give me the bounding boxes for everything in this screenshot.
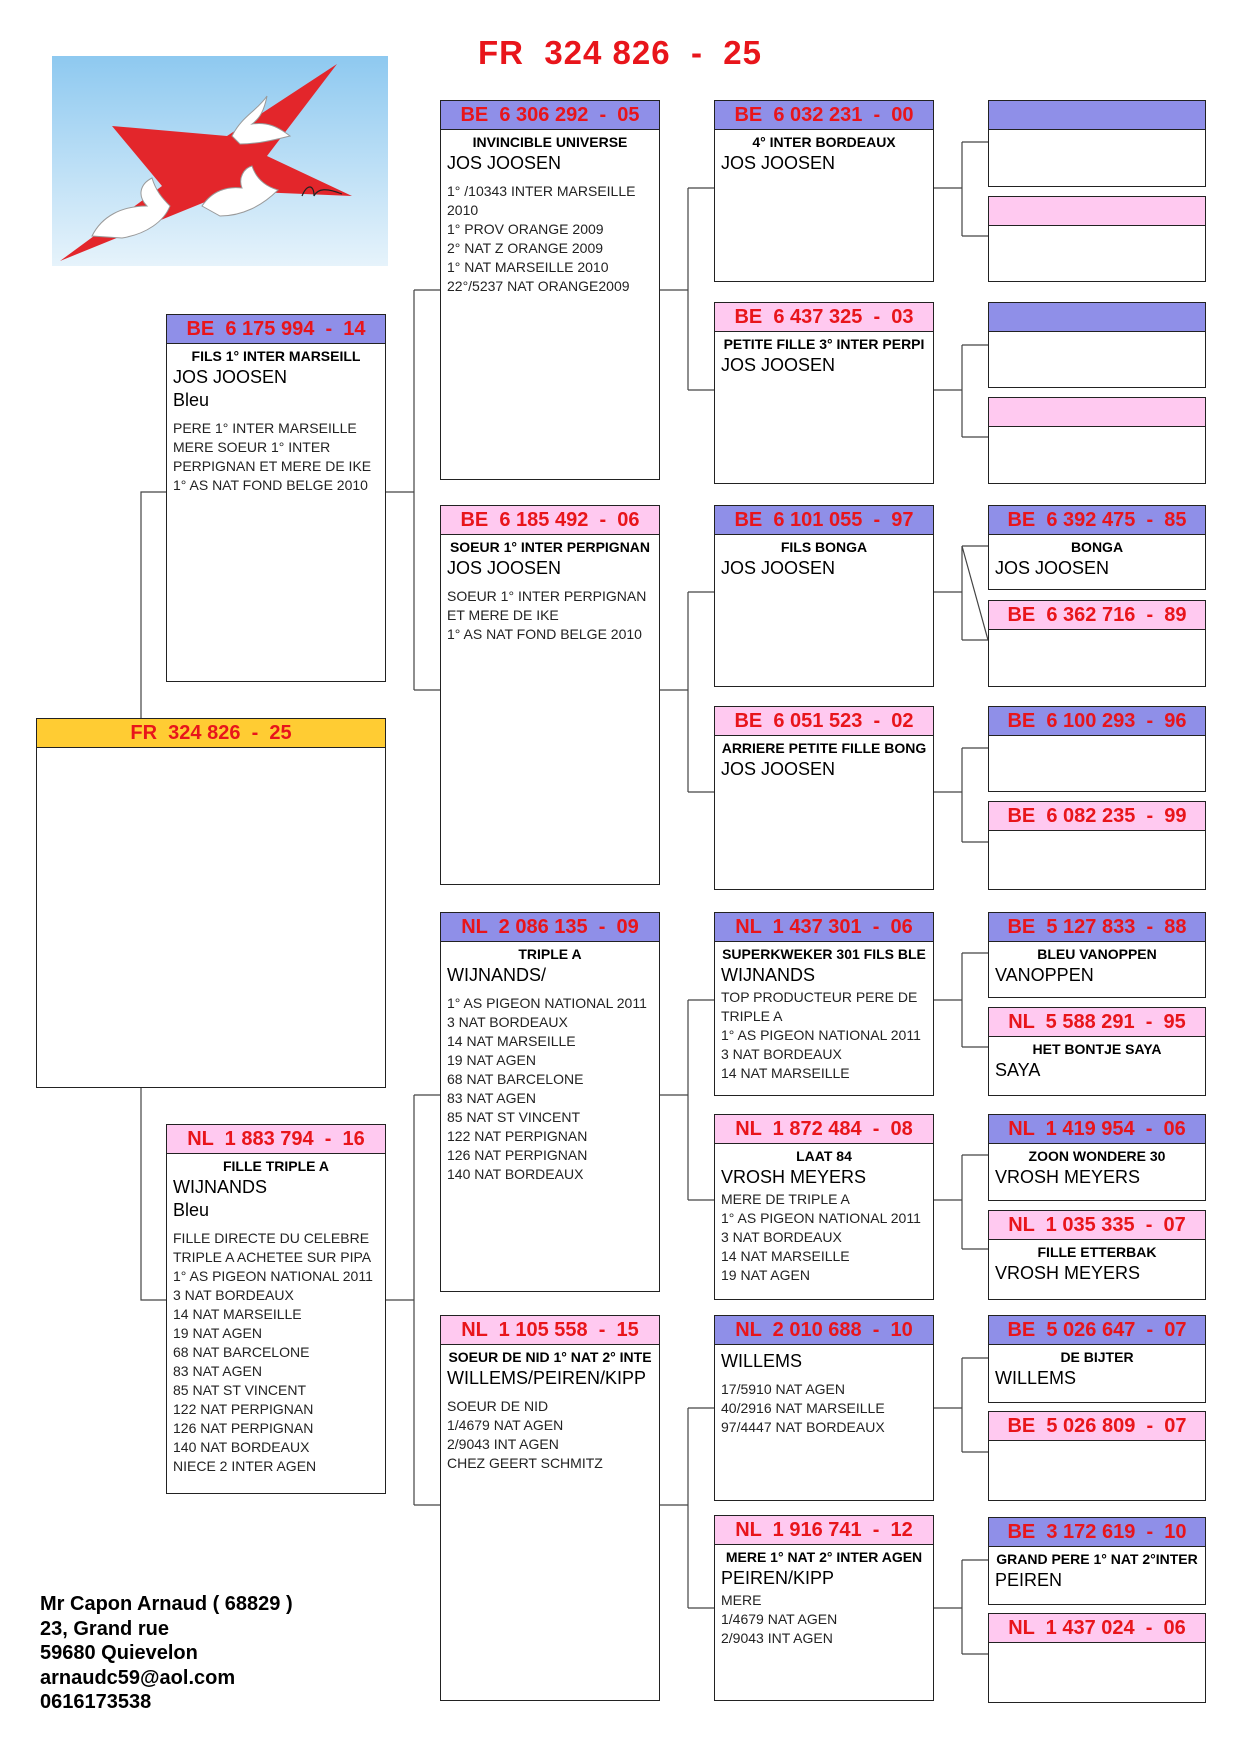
dam-sire-ring: NL 2 086 135 - 09 xyxy=(441,913,659,942)
g4-name-11: FILLE ETTERBAK xyxy=(1037,1244,1157,1260)
dss-breeder: WIJNANDS xyxy=(721,965,815,985)
owner-name: Mr Capon Arnaud ( 68829 ) xyxy=(40,1593,293,1615)
sire-dam-box xyxy=(440,505,660,885)
dam-sire-name: TRIPLE A xyxy=(518,946,582,962)
dam-sire-notes: 1° AS PIGEON NATIONAL 2011 3 NAT BORDEAUX 14 NAT MARSEILLE 19 NAT AGEN 68 NAT BARCELONE 83 NAT AGEN 85 NAT ST VINCENT 122 NAT PERPIGNAN 126 NAT PERPIGNAN 140 NAT BORDEAUX xyxy=(447,995,647,1182)
dam-dam-notes: SOEUR DE NID 1/4679 NAT AGEN 2/9043 INT AGEN CHEZ GEERT SCHMITZ xyxy=(447,1398,603,1471)
g4-box-15 xyxy=(988,1613,1206,1703)
sire-color: Bleu xyxy=(173,390,210,410)
sss-box xyxy=(714,100,934,282)
g4-breeder-14: PEIREN xyxy=(995,1570,1063,1590)
ddd-box xyxy=(714,1515,934,1701)
dsd-box xyxy=(714,1114,934,1300)
g4-breeder-9: SAYA xyxy=(995,1060,1041,1080)
sire-dam-name: SOEUR 1° INTER PERPIGNAN xyxy=(449,539,651,555)
g4-box-14 xyxy=(988,1517,1206,1605)
g4-ring-11: NL 1 035 335 - 07 xyxy=(989,1211,1205,1240)
dss-box xyxy=(714,912,934,1096)
g4-box-11 xyxy=(988,1210,1206,1300)
g4-ring-3 xyxy=(989,398,1205,427)
dds-box xyxy=(714,1315,934,1501)
dam-color: Bleu xyxy=(173,1200,210,1220)
sds-breeder: JOS JOOSEN xyxy=(721,558,836,578)
dam-dam-ring: NL 1 105 558 - 15 xyxy=(441,1316,659,1345)
dsd-notes: MERE DE TRIPLE A 1° AS PIGEON NATIONAL 2011 3 NAT BORDEAUX 14 NAT MARSEILLE 19 NAT AGEN xyxy=(721,1191,921,1283)
dds-notes: 17/5910 NAT AGEN 40/2916 NAT MARSEILLE 97/4447 NAT BORDEAUX xyxy=(721,1381,885,1435)
g4-ring-5: BE 6 362 716 - 89 xyxy=(989,601,1205,630)
g4-box-6 xyxy=(988,706,1206,792)
g4-ring-8: BE 5 127 833 - 88 xyxy=(989,913,1205,942)
owner-phone: 0616173538 xyxy=(40,1691,152,1713)
sds-ring: BE 6 101 055 - 97 xyxy=(715,506,933,535)
sss-name: 4° INTER BORDEAUX xyxy=(752,134,896,150)
dsd-ring: NL 1 872 484 - 08 xyxy=(715,1115,933,1144)
g4-name-8: BLEU VANOPPEN xyxy=(1037,946,1157,962)
g4-ring-4: BE 6 392 475 - 85 xyxy=(989,506,1205,535)
g4-box-5 xyxy=(988,600,1206,687)
dam-sire-breeder: WIJNANDS/ xyxy=(447,965,546,985)
dam-name: FILLE TRIPLE A xyxy=(222,1158,330,1174)
sire-box xyxy=(166,314,386,682)
sdd-name: ARRIERE PETITE FILLE BONG xyxy=(721,740,927,756)
g4-ring-12: BE 5 026 647 - 07 xyxy=(989,1316,1205,1345)
dam-breeder: WIJNANDS xyxy=(173,1177,267,1197)
sire-dam-ring: BE 6 185 492 - 06 xyxy=(441,506,659,535)
g4-name-4: BONGA xyxy=(1070,539,1124,555)
dsd-breeder: VROSH MEYERS xyxy=(721,1167,867,1187)
dam-notes: FILLE DIRECTE DU CELEBRE TRIPLE A ACHETEE SUR PIPA 1° AS PIGEON NATIONAL 2011 3 NAT BORDEAUX 14 NAT MARSEILLE 19 NAT AGEN 68 NAT BARCELONE 83 NAT AGEN 85 NAT ST VINCENT 122 NAT PERPIGNAN 126 NAT PERPIGNAN 140 NAT BORDEAUX NIECE 2 INTER AGEN xyxy=(173,1230,373,1474)
ddd-notes: MERE 1/4679 NAT AGEN 2/9043 INT AGEN xyxy=(721,1592,838,1646)
g4-box-1 xyxy=(988,196,1206,282)
sdd-ring: BE 6 051 523 - 02 xyxy=(715,707,933,736)
g4-ring-9: NL 5 588 291 - 95 xyxy=(989,1008,1205,1037)
dam-dam-breeder: WILLEMS/PEIREN/KIPP xyxy=(447,1368,647,1388)
ddd-name: MERE 1° NAT 2° INTER AGEN xyxy=(725,1549,923,1565)
g4-box-13 xyxy=(988,1411,1206,1501)
sds-name: FILS BONGA xyxy=(780,539,868,555)
sire-dam-breeder: JOS JOOSEN xyxy=(447,558,562,578)
dam-dam-box xyxy=(440,1315,660,1701)
g4-box-0 xyxy=(988,100,1206,187)
g4-box-2 xyxy=(988,302,1206,388)
sire-sire-name: INVINCIBLE UNIVERSE xyxy=(472,134,628,150)
ssd-name: PETITE FILLE 3° INTER PERPI xyxy=(723,336,925,352)
owner-address-1: 23, Grand rue xyxy=(40,1617,169,1640)
g4-ring-15: NL 1 437 024 - 06 xyxy=(989,1614,1205,1643)
g4-box-4 xyxy=(988,505,1206,590)
sire-ring: BE 6 175 994 - 14 xyxy=(167,315,385,344)
g4-ring-14: BE 3 172 619 - 10 xyxy=(989,1518,1205,1547)
subject-ring: FR 324 826 - 25 xyxy=(37,719,385,748)
g4-name-10: ZOON WONDERE 30 xyxy=(1028,1148,1166,1164)
subject-box xyxy=(36,718,386,1088)
g4-breeder-12: WILLEMS xyxy=(995,1368,1077,1388)
ssd-breeder: JOS JOOSEN xyxy=(721,355,836,375)
owner-email[interactable]: arnaudc59@aol.com xyxy=(40,1666,236,1689)
g4-box-12 xyxy=(988,1315,1206,1403)
ddd-breeder: PEIREN/KIPP xyxy=(721,1568,835,1588)
sds-box xyxy=(714,505,934,687)
g4-ring-1 xyxy=(989,197,1205,226)
dds-ring: NL 2 010 688 - 10 xyxy=(715,1316,933,1345)
g4-box-8 xyxy=(988,912,1206,998)
g4-name-9: HET BONTJE SAYA xyxy=(1032,1041,1162,1057)
g4-breeder-11: VROSH MEYERS xyxy=(995,1263,1141,1283)
dam-ring: NL 1 883 794 - 16 xyxy=(167,1125,385,1154)
sire-sire-ring: BE 6 306 292 - 05 xyxy=(441,101,659,130)
dss-name: SUPERKWEKER 301 FILS BLE xyxy=(722,946,926,962)
ddd-ring: NL 1 916 741 - 12 xyxy=(715,1516,933,1545)
sire-dam-notes: SOEUR 1° INTER PERPIGNAN ET MERE DE IKE 1° AS NAT FOND BELGE 2010 xyxy=(447,588,647,642)
g4-ring-6: BE 6 100 293 - 96 xyxy=(989,707,1205,736)
g4-box-9 xyxy=(988,1007,1206,1096)
dds-breeder: WILLEMS xyxy=(721,1351,803,1371)
sss-ring: BE 6 032 231 - 00 xyxy=(715,101,933,130)
dam-dam-name: SOEUR DE NID 1° NAT 2° INTE xyxy=(448,1349,652,1365)
dam-sire-box xyxy=(440,912,660,1292)
dsd-name: LAAT 84 xyxy=(796,1148,852,1164)
dss-notes: TOP PRODUCTEUR PERE DE TRIPLE A 1° AS PIGEON NATIONAL 2011 3 NAT BORDEAUX 14 NAT MARSEILLE xyxy=(721,989,921,1081)
page-title: FR 324 826 - 25 xyxy=(478,34,762,71)
sire-name: FILS 1° INTER MARSEILL xyxy=(191,348,361,364)
g4-ring-7: BE 6 082 235 - 99 xyxy=(989,802,1205,831)
sire-sire-breeder: JOS JOOSEN xyxy=(447,153,562,173)
g4-name-12: DE BIJTER xyxy=(1060,1349,1134,1365)
sdd-breeder: JOS JOOSEN xyxy=(721,759,836,779)
ssd-ring: BE 6 437 325 - 03 xyxy=(715,303,933,332)
g4-breeder-8: VANOPPEN xyxy=(995,965,1094,985)
dam-box xyxy=(166,1124,386,1494)
sire-breeder: JOS JOOSEN xyxy=(173,367,288,387)
sdd-box xyxy=(714,706,934,890)
g4-name-14: GRAND PERE 1° NAT 2°INTER xyxy=(996,1551,1198,1567)
g4-box-7 xyxy=(988,801,1206,890)
g4-box-10 xyxy=(988,1114,1206,1201)
g4-box-3 xyxy=(988,397,1206,484)
g4-breeder-4: JOS JOOSEN xyxy=(995,558,1110,578)
dss-ring: NL 1 437 301 - 06 xyxy=(715,913,933,942)
g4-ring-0 xyxy=(989,101,1205,130)
g4-ring-13: BE 5 026 809 - 07 xyxy=(989,1412,1205,1441)
sire-sire-box xyxy=(440,100,660,480)
owner-contact xyxy=(40,1592,293,1715)
owner-address-2: 59680 Quievelon xyxy=(40,1642,198,1664)
g4-breeder-10: VROSH MEYERS xyxy=(995,1167,1141,1187)
ssd-box xyxy=(714,302,934,484)
sss-breeder: JOS JOOSEN xyxy=(721,153,836,173)
sire-notes: PERE 1° INTER MARSEILLE MERE SOEUR 1° INTER PERPIGNAN ET MERE DE IKE 1° AS NAT FOND BELGE 2010 xyxy=(173,420,372,493)
g4-ring-2 xyxy=(989,303,1205,332)
sire-sire-notes: 1° /10343 INTER MARSEILLE 2010 1° PROV ORANGE 2009 2° NAT Z ORANGE 2009 1° NAT MARSEILLE 2010 22°/5237 NAT ORANGE2009 xyxy=(447,183,636,294)
g4-ring-10: NL 1 419 954 - 06 xyxy=(989,1115,1205,1144)
